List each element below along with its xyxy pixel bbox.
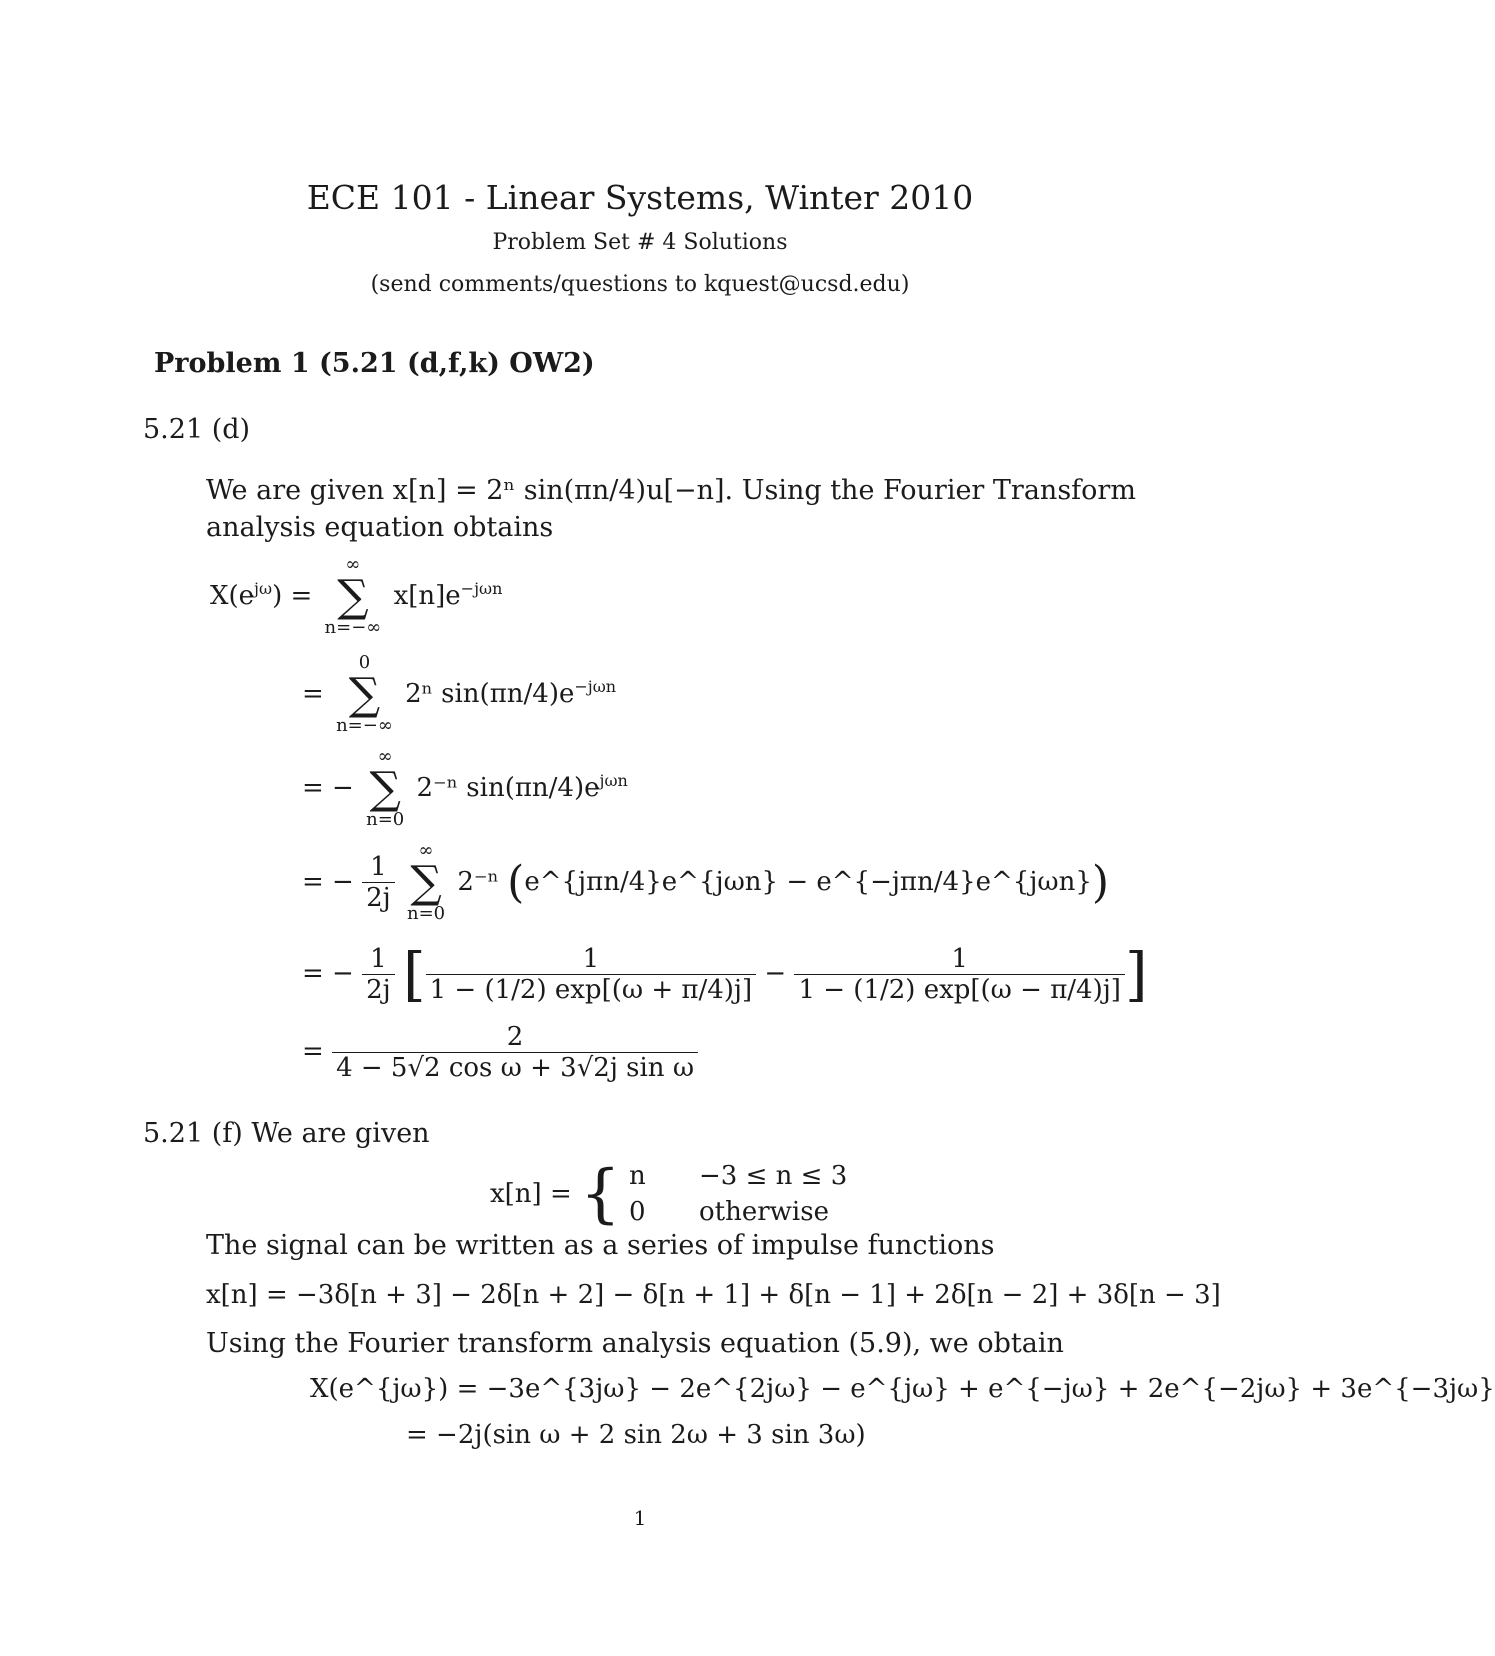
numerator: 1 [951,944,968,974]
fraction-one-over-2j [362,944,395,1005]
denominator: 2j [362,882,395,913]
case-2 [629,1194,847,1230]
open-bracket: [ [402,940,426,1009]
sigma-icon: ∑ [337,570,369,622]
piecewise-cases [629,1158,847,1230]
numerator: 2 [506,1022,524,1052]
numerator: 1 [370,852,387,883]
close-paren: ) [1091,856,1110,908]
case-2-value: 0 [629,1197,646,1227]
piecewise-definition [490,1158,847,1230]
sigma-icon: ∑ [410,856,442,908]
equals-sign: = [302,1036,333,1067]
impulse-equation: x[n] = −3δ[n + 3] − 2δ[n + 2] − δ[n + 1] + δ[n − 1] + 2δ[n − 2] + 3δ[n − 3] [206,1280,1221,1310]
equals-sign: = [302,678,333,709]
lhs-sup: jω [254,579,273,599]
problem-1-heading: Problem 1 (5.21 (d,f,k) OW2) [154,348,595,379]
fraction-one-over-2j [362,852,395,913]
eq2-body: 2ⁿ sin(πn/4)e [405,678,575,709]
document-subtitle: Problem Set # 4 Solutions [492,230,788,255]
denominator: 4 − 5√2 cos ω + 3√2j sin ω [332,1052,698,1083]
final-fraction [332,1022,698,1083]
contact-line: (send comments/questions to kquest@ucsd.edu) [370,272,910,297]
eq4-body: 2⁻ⁿ [457,866,499,897]
equation-line-2 [302,654,616,736]
sigma-icon: ∑ [348,668,381,720]
numerator: 1 [582,944,600,974]
part-d-intro-line2: analysis equation obtains [206,512,554,543]
denominator: 1 − (1/2) exp[(ω + π/4)j] [426,974,757,1005]
equation-line-3 [302,748,628,830]
part-d-label: 5.21 (d) [143,414,251,445]
sum-top: ∞ [418,840,434,861]
lhs-close: ) [272,580,283,611]
result-equation-1: X(e^{jω}) = −3e^{3jω} − 2e^{2jω} − e^{jω} + e^{−jω} + 2e^{−2jω} + 3e^{−3jω} [310,1374,1495,1404]
eq3-body: 2⁻ⁿ sin(πn/4)e [416,772,600,803]
numerator: 1 [370,944,387,974]
sum-bottom: n=0 [366,808,405,830]
eq1-body: x[n]e [393,580,461,611]
sum-bottom: n=0 [406,902,446,924]
summation-1 [325,556,382,638]
equals-sign: = [290,580,321,611]
fraction-term-2 [794,944,1125,1005]
open-paren: ( [507,856,525,908]
equals-sign: = − [302,958,354,989]
eq1-sup: −jωn [460,579,503,599]
equation-line-6 [302,1022,698,1083]
sum-top: ∞ [345,554,361,575]
equation-line-4 [302,842,1109,924]
sum-top: ∞ [377,746,393,767]
impulse-text: The signal can be written as a series of impulse functions [206,1230,995,1261]
equals-sign: = − [302,866,354,897]
page-number: 1 [633,1506,647,1530]
lhs-x: X(e [210,580,255,611]
equation-line-5 [302,940,1148,1009]
equation-line-1 [210,556,502,638]
eq4-paren-body: e^{jπn/4}e^{jωn} − e^{−jπn/4}e^{jωn} [524,866,1092,897]
summation-3 [366,748,404,830]
document-title: ECE 101 - Linear Systems, Winter 2010 [306,178,974,217]
sum-bottom: n=−∞ [336,714,393,736]
sum-bottom: n=−∞ [324,616,382,638]
fraction-term-1 [426,944,757,1005]
left-brace: { [580,1157,621,1231]
denominator: 1 − (1/2) exp[(ω − π/4)j] [794,974,1125,1005]
part-f-label: 5.21 (f) We are given [143,1118,430,1149]
result-equation-2: = −2j(sin ω + 2 sin 2ω + 3 sin 3ω) [406,1420,866,1450]
case-1-value: n [629,1161,646,1191]
analysis-text: Using the Fourier transform analysis equation (5.9), we obtain [206,1328,1064,1359]
sigma-icon: ∑ [369,762,401,814]
case-1-condition: −3 ≤ n ≤ 3 [699,1161,848,1191]
piecewise-lhs: x[n] = [490,1179,572,1209]
equals-sign: = − [302,772,354,803]
denominator: 2j [362,974,395,1005]
minus-sign: − [764,958,795,989]
close-bracket: ] [1124,940,1148,1009]
case-1 [629,1158,847,1194]
summation-4 [407,842,445,924]
eq3-sup: jωn [599,771,628,791]
part-d-intro-line1: We are given x[n] = 2ⁿ sin(πn/4)u[−n]. Using the Fourier Transform [206,475,1136,506]
eq2-sup: −jωn [574,677,617,697]
case-2-condition: otherwise [699,1197,829,1227]
sum-top: 0 [358,652,371,673]
summation-2 [336,654,393,736]
